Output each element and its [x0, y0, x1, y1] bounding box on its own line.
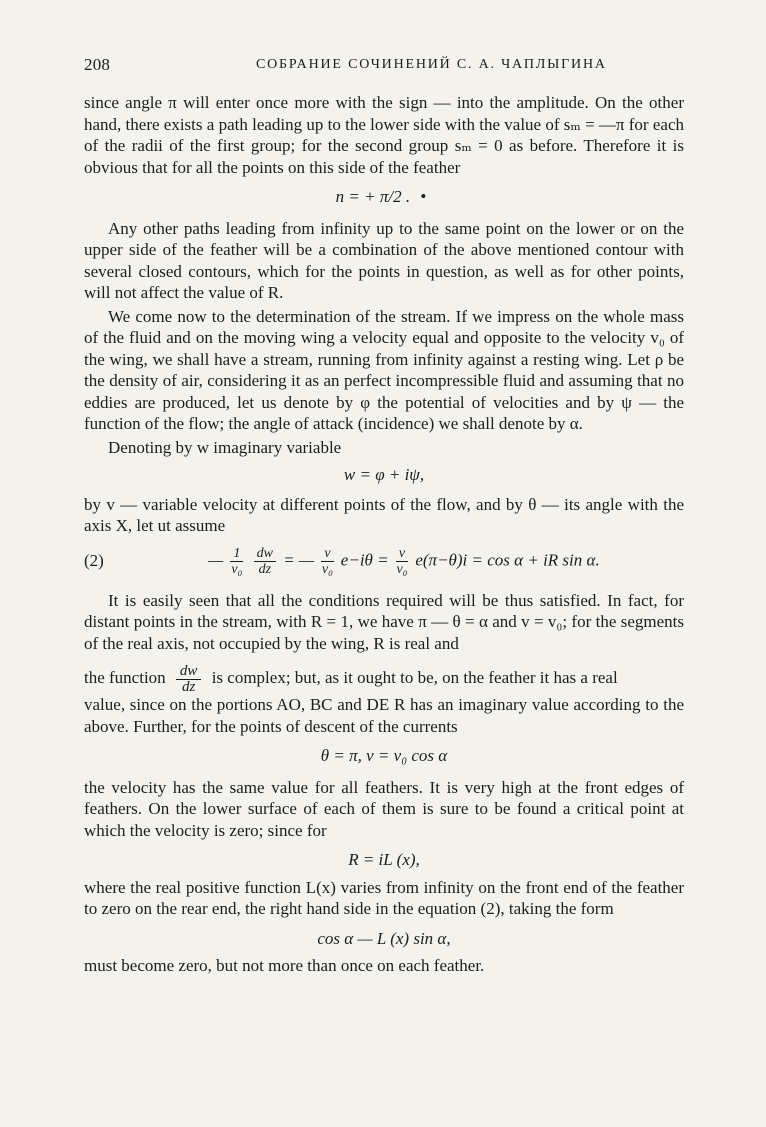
paragraph-7-part-1: the function: [84, 667, 166, 687]
paragraph-2: Any other paths leading from infinity up to the same point on the lower or on the upper side of the feather will be a combination of the above mentioned contour with several closed contours, which for the points in question, as well as for other points, will not affect the value of R.: [84, 218, 684, 302]
paragraph-9: the velocity has the same value for all feathers. It is very high at the front edges of feathers. On the lower surface of each of them is sure to be found a critical point at which the velocity is zero; since for: [84, 777, 684, 840]
equation-label: (2): [84, 551, 104, 571]
derivative-num: dw: [254, 547, 276, 562]
paragraph-1: since angle π will enter once more with the sign — into the amplitude. On the other hand, there exists a path leading up to the lower side with the value of sₘ = —π for each of the radii of the first group; for the second group sₘ = 0 as before. Therefore it is obvious that for all the points on this side of the feather: [84, 93, 684, 177]
paragraph-10: where the real positive function L(x) varies from infinity on the front end of the feather to zero on the rear end, the right hand side in the equation (2), taking the form: [84, 877, 684, 918]
derivative-den: dz: [258, 561, 272, 577]
right-fraction: [396, 547, 408, 576]
middle-fraction: [321, 547, 333, 576]
right-exponential: e(π−θ)i: [415, 549, 468, 569]
equals-3: =: [471, 549, 484, 569]
equals-1: =: [283, 549, 295, 569]
formula-4-text: R = iL (x),: [348, 850, 420, 869]
formula-3-text: θ = π, v = v₀ cos α: [320, 746, 448, 765]
paragraph-3: We come now to the determination of the stream. If we impress on the whole mass of the fluid and on the moving wing a velocity equal and opposite to the velocity v₀ of the wing, we shall have a stream, running from infinity against a resting wing. Let ρ be the density of air, considering it as an perfect incompressible fluid and assuming that no eddies are produced, let us denote by φ the potential of velocities and by ψ — the function of the flow; the angle of attack (incidence) we shall denote by α.: [84, 306, 684, 433]
paragraph-7-part-2: is complex; but, as it ought to be, on the feather it has a real: [211, 667, 618, 687]
lhs-fraction: [230, 547, 243, 576]
lhs-num: 1: [230, 547, 243, 562]
middle-den: v₀: [321, 561, 333, 577]
minus-2: —: [298, 549, 315, 569]
minus-sign: —: [208, 549, 224, 569]
right-num: v: [396, 547, 408, 562]
formula-3: [84, 745, 684, 767]
formula-4: [84, 849, 684, 871]
equation-body: [174, 547, 684, 576]
middle-num: v: [321, 547, 333, 562]
formula-5: [84, 928, 684, 950]
right-den: v₀: [396, 561, 408, 577]
page-content: [84, 92, 684, 977]
page-number: 208: [84, 55, 111, 74]
paragraph-6: It is easily seen that all the conditions required will be thus satisfied. In fact, for distant points in the stream, with R = 1, we have π — θ = α and v = v₀; for the segments of the real axis, not occupied by the wing, R is real and: [84, 590, 684, 653]
running-head: СОБРАНИЕ СОЧИНЕНИЙ С. А. ЧАПЛЫГИНА: [256, 57, 607, 72]
page-header: [84, 55, 684, 81]
middle-exponential: e−iθ: [340, 549, 373, 569]
formula-5-text: cos α — L (x) sin α,: [317, 928, 451, 948]
equation-2: [84, 547, 684, 576]
equals-2: =: [377, 549, 389, 569]
derivative-fraction: [254, 547, 276, 576]
formula-2-text: w = φ + iψ,: [343, 465, 425, 484]
paragraph-8: value, since on the portions AO, BC and DE R has an imaginary value according to the above. Further, for the points of descent of the currents: [84, 695, 684, 736]
equation-rhs: cos α + iR sin α.: [487, 549, 600, 569]
paragraph-7: [84, 664, 684, 694]
inline-derivative-num: dw: [176, 664, 202, 680]
formula-2: [84, 464, 684, 486]
paragraph-4: Denoting by w imaginary variable: [108, 437, 342, 457]
paragraph-5: by v — variable velocity at different points of the flow, and by θ — its angle with the axis X, let ut assume: [84, 494, 684, 535]
formula-1: [84, 186, 684, 208]
lhs-den: v₀: [231, 561, 243, 577]
paragraph-11: must become zero, but not more than once on each feather.: [84, 956, 485, 975]
inline-derivative-den: dz: [182, 679, 196, 695]
dot-mark: •: [420, 187, 427, 206]
inline-derivative: [176, 664, 202, 694]
formula-1-text: n = + π/2 .: [335, 187, 411, 206]
